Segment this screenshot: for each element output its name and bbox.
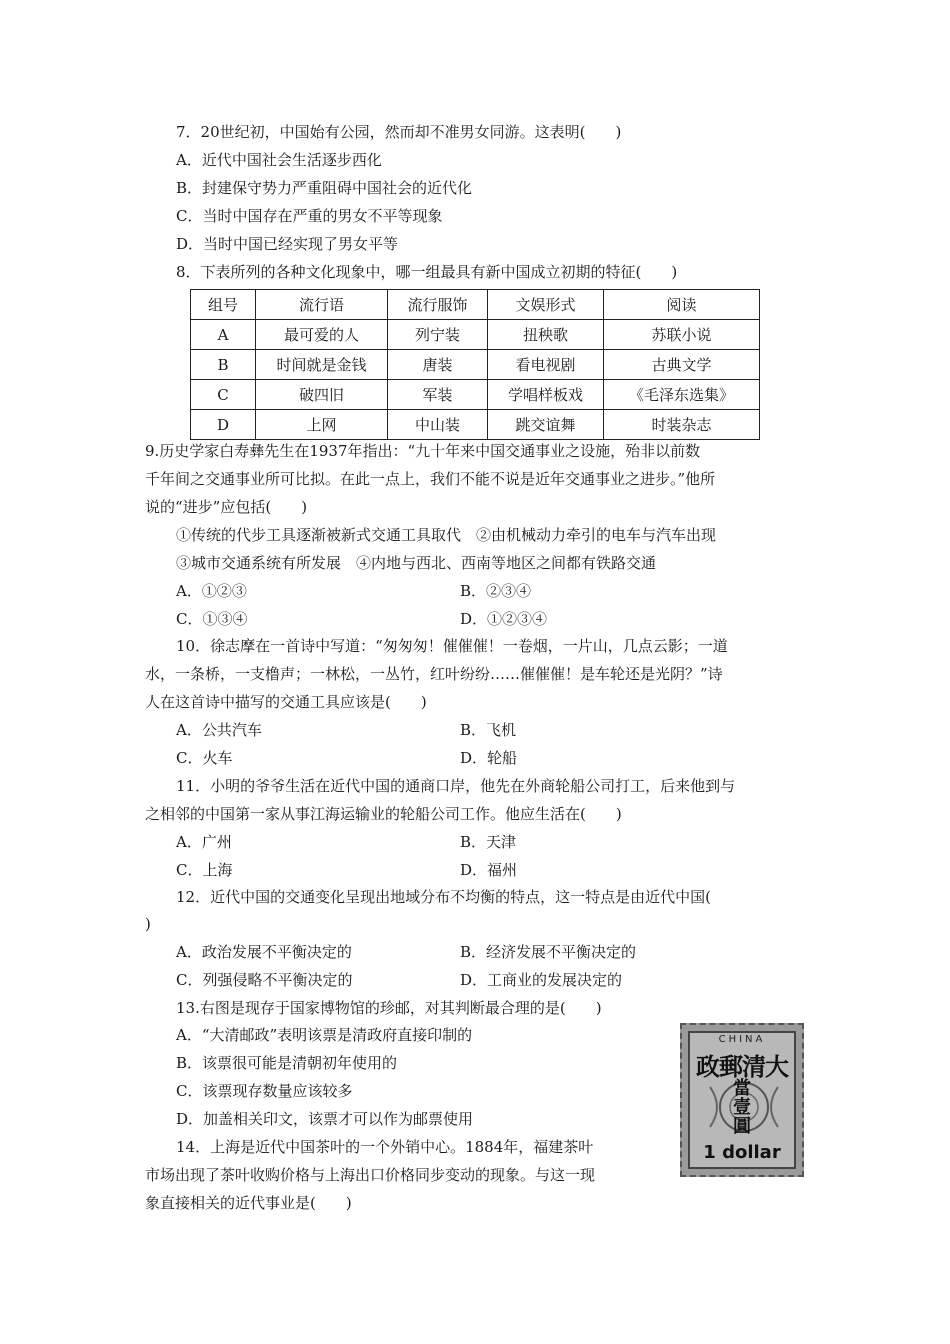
q10-option-a: A．公共汽车 bbox=[176, 721, 262, 739]
q7-stem: 7．20世纪初，中国始有公园，然而却不准男女同游。这表明( ) bbox=[176, 123, 622, 141]
table-cell: 军装 bbox=[388, 380, 488, 410]
q13-option-d: D．加盖相关印文，该票才可以作为邮票使用 bbox=[176, 1110, 474, 1128]
q10-line-2: 水，一条桥，一支橹声；一林松，一丛竹，红叶纷纷……催催催！是车轮还是光阴？”诗 bbox=[145, 665, 723, 683]
q10-option-b: B．飞机 bbox=[460, 721, 517, 739]
q14-line-1: 14．上海是近代中国茶叶的一个外销中心。1884年，福建茶叶 bbox=[176, 1138, 594, 1156]
table-header-row bbox=[191, 290, 760, 320]
q13-option-a: A．“大清邮政”表明该票是清政府直接印制的 bbox=[176, 1026, 473, 1044]
q9-item-1: ①传统的代步工具逐渐被新式交通工具取代 ②由机械动力牵引的电车与汽车出现 bbox=[176, 526, 717, 544]
q11-option-c: C．上海 bbox=[176, 861, 233, 879]
table-header: 组号 bbox=[191, 290, 256, 320]
table-cell: 古典文学 bbox=[604, 350, 760, 380]
q13-stem: 13.右图是现存于国家博物馆的珍邮，对其判断最合理的是( ) bbox=[176, 999, 602, 1017]
q8-table bbox=[190, 289, 760, 440]
q12-line-1: 12．近代中国的交通变化呈现出地域分布不均衡的特点，这一特点是由近代中国( bbox=[176, 888, 711, 906]
stamp-value-char: 圓 bbox=[733, 1116, 751, 1137]
q13-option-c: C．该票现存数量应该较多 bbox=[176, 1082, 353, 1100]
table-cell: 破四旧 bbox=[256, 380, 388, 410]
q7-option-d: D．当时中国已经实现了男女平等 bbox=[176, 235, 399, 253]
table-cell: 时间就是金钱 bbox=[256, 350, 388, 380]
table-cell: 跳交谊舞 bbox=[488, 410, 604, 440]
stamp-value-chinese bbox=[690, 1079, 794, 1136]
q7-option-a: A．近代中国社会生活逐步西化 bbox=[176, 151, 382, 169]
q14-line-2: 市场出现了茶叶收购价格与上海出口价格同步变动的现象。与这一现 bbox=[145, 1166, 596, 1184]
table-cell: 看电视剧 bbox=[488, 350, 604, 380]
stamp-country-text: CHINA bbox=[718, 1034, 766, 1045]
stamp-value-english: 1 dollar bbox=[703, 1142, 781, 1163]
q10-option-c: C．火车 bbox=[176, 749, 233, 767]
table-cell: 《毛泽东选集》 bbox=[604, 380, 760, 410]
q9-option-a: A．①②③ bbox=[176, 582, 247, 600]
stamp-value-char: 當 bbox=[733, 1078, 751, 1099]
table-row bbox=[191, 410, 760, 440]
q11-line-2: 之相邻的中国第一家从事江海运输业的轮船公司工作。他应生活在( ) bbox=[145, 805, 622, 823]
table-row bbox=[191, 380, 760, 410]
stamp-top-text: 政郵清大 bbox=[696, 1052, 788, 1081]
table-cell: B bbox=[191, 350, 256, 380]
q12-option-a: A．政治发展不平衡决定的 bbox=[176, 943, 352, 961]
table-row bbox=[191, 320, 760, 350]
q9-option-c: C．①③④ bbox=[176, 610, 248, 628]
q12-line-2: ) bbox=[145, 915, 151, 933]
q13-option-b: B．该票很可能是清朝初年使用的 bbox=[176, 1054, 398, 1072]
q10-option-d: D．轮船 bbox=[460, 749, 518, 767]
table-header: 流行语 bbox=[256, 290, 388, 320]
q9-line-2: 千年间之交通事业所可比拟。在此一点上，我们不能不说是近年交通事业之进步。”他所 bbox=[145, 470, 716, 488]
q9-option-b: B．②③④ bbox=[460, 582, 532, 600]
q12-option-d: D．工商业的发展决定的 bbox=[460, 971, 623, 989]
q7-option-c: C．当时中国存在严重的男女不平等现象 bbox=[176, 207, 443, 225]
q9-item-2: ③城市交通系统有所发展 ④内地与西北、西南等地区之间都有铁路交通 bbox=[176, 554, 657, 572]
table-cell: A bbox=[191, 320, 256, 350]
q11-option-a: A．广州 bbox=[176, 833, 232, 851]
q7-option-b: B．封建保守势力严重阻碍中国社会的近代化 bbox=[176, 179, 473, 197]
table-header: 阅读 bbox=[604, 290, 760, 320]
table-cell: 最可爱的人 bbox=[256, 320, 388, 350]
q9-line-1: 9.历史学家白寿彝先生在1937年指出：“九十年来中国交通事业之设施，殆非以前数 bbox=[145, 442, 701, 460]
q9-line-3: 说的“进步”应包括( ) bbox=[145, 498, 308, 516]
table-cell: 列宁装 bbox=[388, 320, 488, 350]
q8-stem: 8．下表所列的各种文化现象中，哪一组最具有新中国成立初期的特征( ) bbox=[176, 263, 678, 281]
table-cell: 中山装 bbox=[388, 410, 488, 440]
table-cell: 唐装 bbox=[388, 350, 488, 380]
table-cell: 苏联小说 bbox=[604, 320, 760, 350]
table-header: 流行服饰 bbox=[388, 290, 488, 320]
q12-option-b: B．经济发展不平衡决定的 bbox=[460, 943, 637, 961]
q10-line-1: 10．徐志摩在一首诗中写道：“匆匆匆！催催催！一卷烟，一片山，几点云影；一道 bbox=[176, 637, 728, 655]
q11-option-d: D．福州 bbox=[460, 861, 518, 879]
stamp-image bbox=[680, 1023, 804, 1177]
table-cell: 时装杂志 bbox=[604, 410, 760, 440]
table-cell: 上网 bbox=[256, 410, 388, 440]
stamp-frame bbox=[688, 1031, 796, 1169]
table-row bbox=[191, 350, 760, 380]
q14-line-3: 象直接相关的近代事业是( ) bbox=[145, 1194, 352, 1212]
q12-option-c: C．列强侵略不平衡决定的 bbox=[176, 971, 353, 989]
table-cell: 学唱样板戏 bbox=[488, 380, 604, 410]
table-cell: C bbox=[191, 380, 256, 410]
table-cell: D bbox=[191, 410, 256, 440]
q11-line-1: 11．小明的爷爷生活在近代中国的通商口岸，他先在外商轮船公司打工，后来他到与 bbox=[176, 777, 736, 795]
table-header: 文娱形式 bbox=[488, 290, 604, 320]
stamp-value-char: 壹 bbox=[733, 1097, 751, 1118]
table-cell: 扭秧歌 bbox=[488, 320, 604, 350]
q11-option-b: B．天津 bbox=[460, 833, 517, 851]
q10-line-3: 人在这首诗中描写的交通工具应该是( ) bbox=[145, 693, 427, 711]
q9-option-d: D．①②③④ bbox=[460, 610, 548, 628]
